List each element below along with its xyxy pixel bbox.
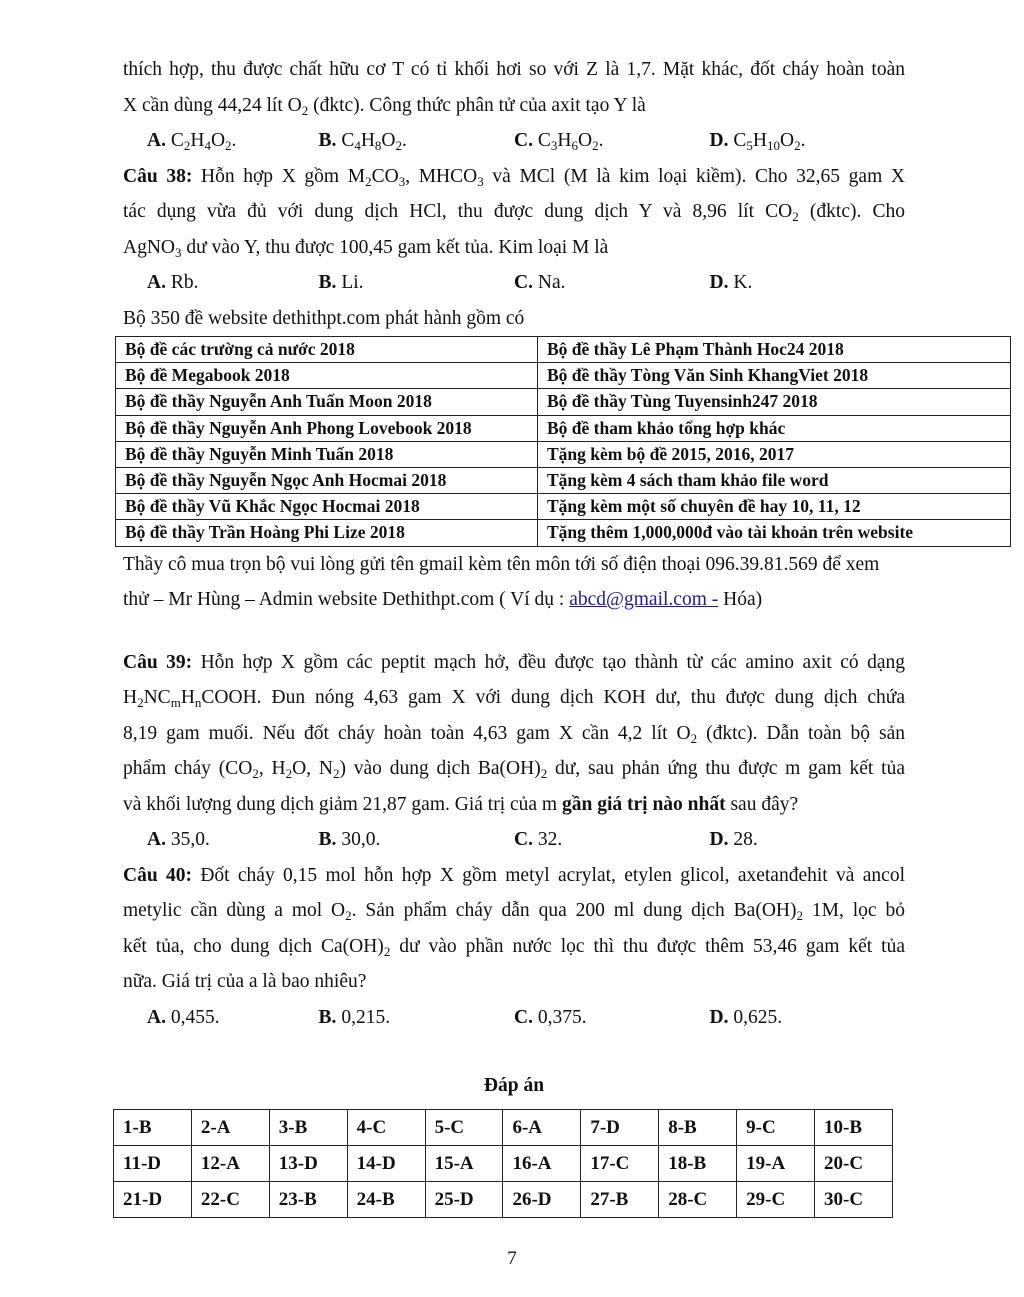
answer-cell: 13-D bbox=[269, 1146, 347, 1182]
q37-options bbox=[123, 123, 905, 159]
q40-line-4: nữa. Giá trị của a là bao nhiêu? bbox=[123, 971, 367, 992]
answers-title: Đáp án bbox=[483, 1075, 545, 1096]
answer-cell: 5-C bbox=[425, 1110, 503, 1146]
promo-cell: Bộ đề Megabook 2018 bbox=[116, 363, 538, 389]
promo-table bbox=[115, 336, 1011, 547]
q39-line-5: và khối lượng dung dịch giảm 21,87 gam. Giá trị của m gần giá trị nào nhất sau đây? bbox=[123, 793, 799, 815]
promo-cell: Bộ đề thầy Nguyễn Anh Phong Lovebook 2018 bbox=[116, 415, 538, 441]
promo-cell: Tặng kèm 4 sách tham khảo file word bbox=[538, 467, 1011, 493]
q39-line-4: phẩm cháy ($CO_2$, $H_2O$, $N_2$) vào dung dịch $Ba(OH)_2$ dư, sau phản ứng thu được m gam kết tủa bbox=[123, 758, 905, 781]
promo-cell: Bộ đề thầy Nguyễn Anh Tuấn Moon 2018 bbox=[116, 389, 538, 415]
q39-line-1: Câu 39: Hỗn hợp X gồm các peptit mạch hở, đều được tạo thành từ các amino axit có dạng bbox=[123, 651, 905, 673]
answer-cell: 21-D bbox=[114, 1182, 192, 1218]
answer-cell: 11-D bbox=[114, 1146, 192, 1182]
answer-cell: 4-C bbox=[347, 1110, 425, 1146]
answer-cell: 30-C bbox=[815, 1182, 893, 1218]
answer-row bbox=[114, 1146, 893, 1182]
option-a: A. 0,455. bbox=[147, 1006, 220, 1028]
answer-cell: 19-A bbox=[737, 1146, 815, 1182]
promo-row bbox=[116, 494, 1011, 520]
promo-row bbox=[116, 441, 1011, 467]
spacer bbox=[123, 618, 905, 645]
option-b: B. $C_4H_8O_2$. bbox=[318, 130, 407, 153]
option-d: D. 28. bbox=[709, 829, 758, 850]
answer-cell: 3-B bbox=[269, 1110, 347, 1146]
answer-cell: 1-B bbox=[114, 1110, 192, 1146]
answer-cell: 26-D bbox=[503, 1182, 581, 1218]
answer-cell: 2-A bbox=[191, 1110, 269, 1146]
promo-row bbox=[116, 363, 1011, 389]
option-a: A. 35,0. bbox=[147, 829, 210, 850]
q39-line-2: $H_2NC_mH_nCOOH$. Đun nóng 4,63 gam X với dung dịch KOH dư, thu được dung dịch chứa bbox=[123, 687, 905, 710]
answer-row bbox=[114, 1182, 893, 1218]
answer-cell: 25-D bbox=[425, 1182, 503, 1218]
answer-cell: 16-A bbox=[503, 1146, 581, 1182]
promo-row bbox=[116, 467, 1011, 493]
answer-cell: 23-B bbox=[269, 1182, 347, 1218]
option-d: D. 0,625. bbox=[709, 1006, 783, 1028]
promo-cell: Bộ đề thầy Lê Phạm Thành Hoc24 2018 bbox=[538, 337, 1011, 363]
spacer bbox=[123, 1035, 905, 1071]
answer-cell: 12-A bbox=[191, 1146, 269, 1182]
q39-options bbox=[123, 822, 905, 858]
option-b: B. Li. bbox=[318, 272, 364, 293]
promo-cell: Bộ đề thầy Tùng Tuyensinh247 2018 bbox=[538, 389, 1011, 415]
answer-cell: 27-B bbox=[581, 1182, 659, 1218]
option-c: C. $C_3H_6O_2$. bbox=[514, 130, 604, 153]
answer-cell: 17-C bbox=[581, 1146, 659, 1182]
promo-cell: Bộ đề thầy Tòng Văn Sinh KhangViet 2018 bbox=[538, 363, 1011, 389]
promo-cell: Tặng kèm bộ đề 2015, 2016, 2017 bbox=[538, 441, 1011, 467]
answer-cell: 7-D bbox=[581, 1110, 659, 1146]
answer-row bbox=[114, 1110, 893, 1146]
promo-row bbox=[116, 415, 1011, 441]
q38-line-1: Câu 38: Hỗn hợp X gồm $M_2CO_3$, $MHCO_3$ và MCl (M là kim loại kiềm). Cho 32,65 gam X bbox=[123, 165, 905, 189]
promo-cell: Bộ đề thầy Vũ Khắc Ngọc Hocmai 2018 bbox=[116, 494, 538, 520]
q39-line-3: 8,19 gam muối. Nếu đốt cháy hoàn toàn 4,63 gam X cần 4,2 lít $O_2$ (đktc). Dẫn toàn bộ sản bbox=[123, 722, 905, 746]
answer-cell: 6-A bbox=[503, 1110, 581, 1146]
answer-cell: 9-C bbox=[737, 1110, 815, 1146]
q38-line-3: AgNO$_3$ dư vào Y, thu được 100,45 gam kết tủa. Kim loại M là bbox=[123, 236, 609, 260]
promo-row bbox=[116, 337, 1011, 363]
q40-line-3: kết tủa, cho dung dịch $Ca(OH)_2$ dư vào phần nước lọc thì thu được thêm 53,46 gam kết tủa bbox=[123, 935, 905, 959]
q38-line-2: tác dụng vừa đủ với dung dịch HCl, thu được dung dịch Y và 8,96 lít $CO_2$ (đktc). Cho bbox=[123, 201, 905, 224]
email-link[interactable]: abcd@gmail.com - bbox=[569, 589, 719, 610]
answer-cell: 28-C bbox=[659, 1182, 737, 1218]
answer-cell: 20-C bbox=[815, 1146, 893, 1182]
promo-cell: Bộ đề các trường cả nước 2018 bbox=[116, 337, 538, 363]
promo-cell: Tặng kèm một số chuyên đề hay 10, 11, 12 bbox=[538, 494, 1011, 520]
option-a: A. Rb. bbox=[147, 272, 199, 293]
promo-cell: Bộ đề tham khảo tổng hợp khác bbox=[538, 415, 1011, 441]
answer-cell: 8-B bbox=[659, 1110, 737, 1146]
promo-row bbox=[116, 520, 1011, 546]
q37-line-1: thích hợp, thu được chất hữu cơ T có tỉ khối hơi so với Z là 1,7. Mặt khác, đốt cháy hoàn toàn bbox=[123, 59, 905, 80]
answer-cell: 29-C bbox=[737, 1182, 815, 1218]
answer-cell: 10-B bbox=[815, 1110, 893, 1146]
q38-options bbox=[123, 265, 905, 301]
option-a: A. $C_2H_4O_2$. bbox=[147, 130, 237, 153]
option-b: B. 0,215. bbox=[318, 1006, 391, 1028]
promo-contact-1: Thầy cô mua trọn bộ vui lòng gửi tên gmail kèm tên môn tới số điện thoại 096.39.81.569 để xem bbox=[123, 553, 880, 575]
promo-cell: Tặng thêm 1,000,000đ vào tài khoản trên website bbox=[538, 520, 1011, 546]
answer-cell: 24-B bbox=[347, 1182, 425, 1218]
q40-line-1: Câu 40: Đốt cháy 0,15 mol hỗn hợp X gồm metyl acrylat, etylen glicol, axetanđehit và ancol bbox=[123, 864, 905, 886]
promo-row bbox=[116, 389, 1011, 415]
option-d: D. $C_5H_{10}O_2$. bbox=[709, 130, 806, 153]
promo-intro: Bộ 350 đề website dethithpt.com phát hành gồm có bbox=[123, 307, 525, 329]
q40-options bbox=[123, 1000, 905, 1036]
option-c: C. 32. bbox=[514, 829, 563, 850]
promo-cell: Bộ đề thầy Trần Hoàng Phi Lize 2018 bbox=[116, 520, 538, 546]
promo-cell: Bộ đề thầy Nguyễn Minh Tuấn 2018 bbox=[116, 441, 538, 467]
answer-cell: 15-A bbox=[425, 1146, 503, 1182]
promo-contact-2: thử – Mr Hùng – Admin website Dethithpt.com ( Ví dụ : abcd@gmail.com - Hóa) bbox=[123, 589, 763, 610]
option-d: D. K. bbox=[709, 272, 753, 293]
q37-line-2: X cần dùng 44,24 lít $O_2$ (đktc). Công thức phân tử của axit tạo Y là bbox=[123, 94, 646, 118]
document-page bbox=[123, 52, 914, 1218]
page-number: 7 bbox=[507, 1248, 517, 1269]
answers-table bbox=[113, 1109, 893, 1218]
option-c: C. Na. bbox=[514, 272, 566, 293]
promo-cell: Bộ đề thầy Nguyễn Ngọc Anh Hocmai 2018 bbox=[116, 467, 538, 493]
option-c: C. 0,375. bbox=[514, 1006, 587, 1028]
q40-line-2: metylic cần dùng a mol $O_2$. Sản phẩm cháy dẫn qua 200 ml dung dịch $Ba(OH)_2$ 1M, lọc bỏ bbox=[123, 900, 905, 923]
answer-cell: 14-D bbox=[347, 1146, 425, 1182]
answer-cell: 18-B bbox=[659, 1146, 737, 1182]
answer-cell: 22-C bbox=[191, 1182, 269, 1218]
option-b: B. 30,0. bbox=[318, 829, 381, 850]
